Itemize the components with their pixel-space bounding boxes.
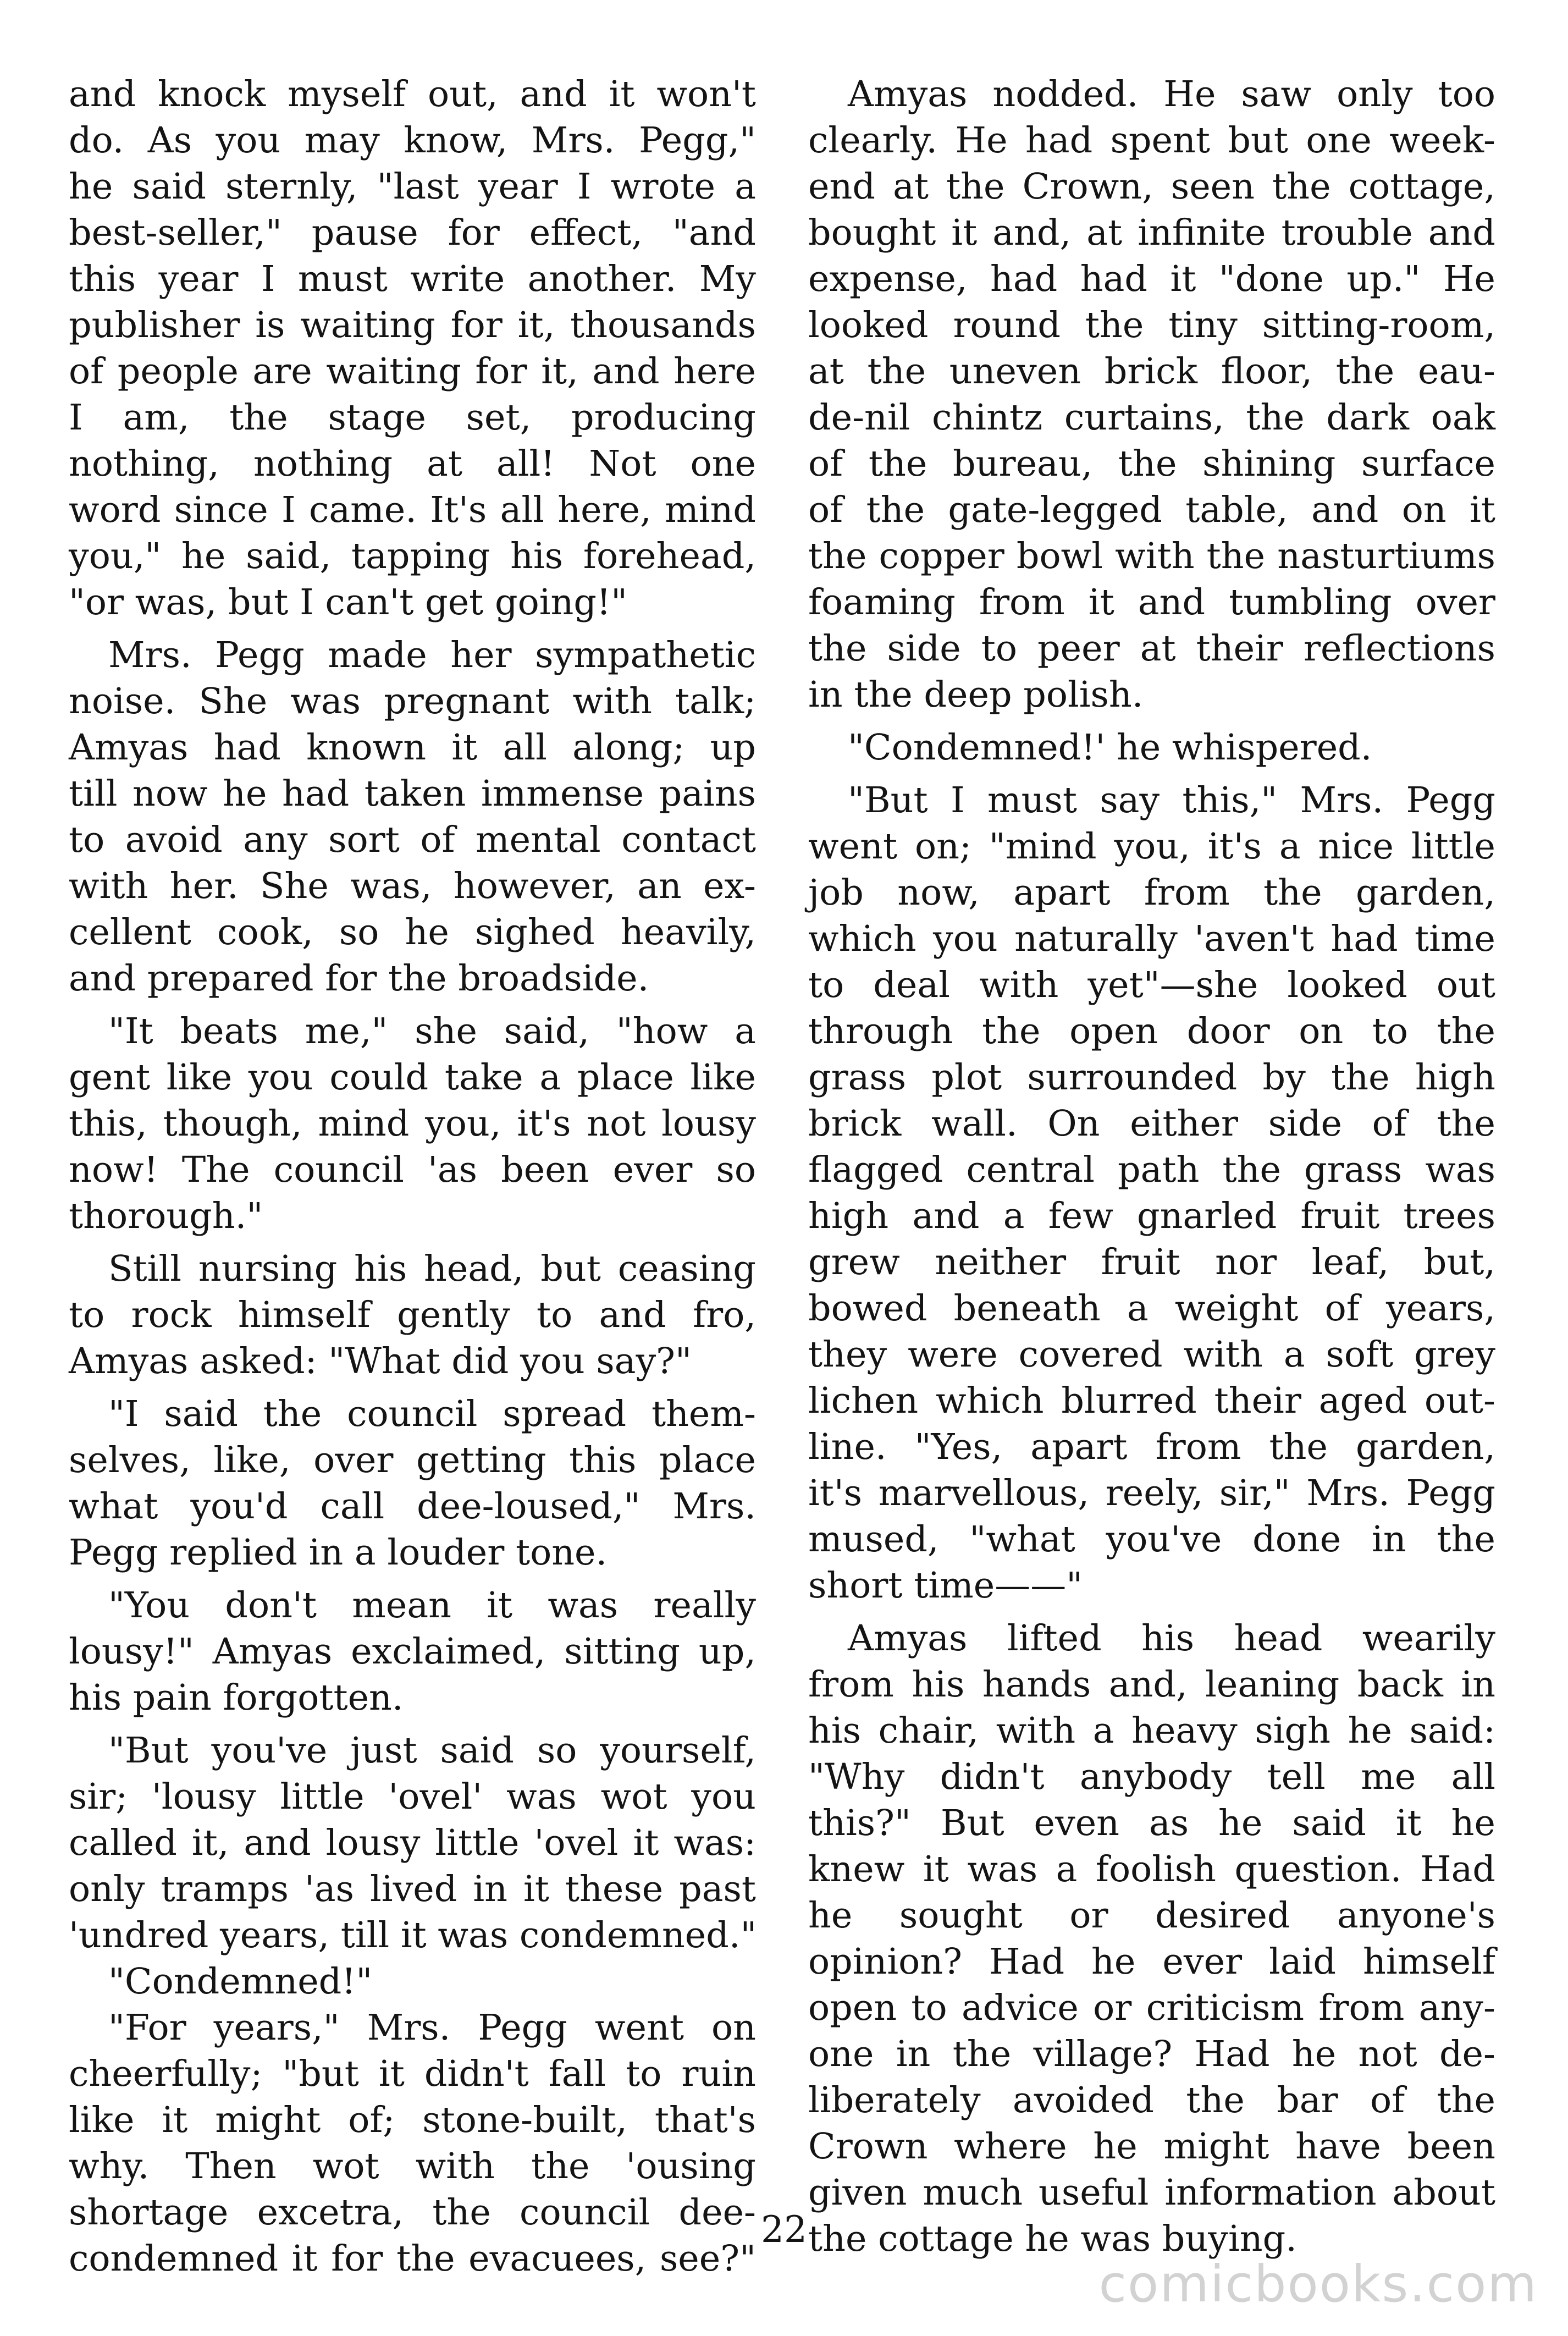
text-line: why. Then wot with the 'ousing — [69, 2146, 756, 2187]
text-line: foaming from it and tumbling over — [808, 582, 1495, 623]
text-line: Amyas lifted his head wearily — [848, 1618, 1495, 1659]
text-line: short time——" — [808, 1565, 1083, 1606]
text-line: from his hands and, leaning back in — [808, 1664, 1495, 1705]
paragraph-gap — [69, 626, 756, 632]
text-line: the copper bowl with the nasturtiums — [808, 536, 1495, 577]
text-line: lousy!" Amyas exclaimed, sitting up, — [69, 1631, 756, 1672]
paragraph-gap — [69, 1576, 756, 1583]
text-line: high and a few gnarled fruit trees — [808, 1195, 1495, 1237]
text-line: Still nursing his head, but ceasing — [108, 1248, 756, 1290]
text-line: "Condemned!' he whispered. — [848, 727, 1372, 768]
text-line: Amyas had known it all along; up — [69, 727, 756, 768]
text-line: shortage excetra, the council dee- — [69, 2192, 756, 2233]
text-line: called it, and lousy little 'ovel it was: — [69, 1822, 756, 1864]
text-line: mused, "what you've done in the — [808, 1519, 1495, 1560]
text-line: clearly. He had spent but one week- — [808, 120, 1495, 161]
text-line: sir; 'lousy little 'ovel' was wot you — [69, 1776, 756, 1817]
text-line: "Why didn't anybody tell me all — [808, 1756, 1495, 1798]
text-line: Amyas nodded. He saw only too — [848, 74, 1495, 115]
text-line: "Condemned!" — [108, 1961, 373, 2002]
paragraph-gap — [808, 718, 1495, 725]
text-line: given much useful information about — [808, 2172, 1495, 2213]
left-text-column — [69, 71, 756, 2282]
text-line: grew neither fruit nor leaf, but, — [808, 1242, 1495, 1283]
text-line: and knock myself out, and it won't — [69, 74, 756, 115]
text-line: open to advice or criticism from any- — [808, 1987, 1495, 2029]
text-line: cheerfully; "but it didn't fall to ruin — [69, 2053, 756, 2095]
text-line: went on; "mind you, it's a nice little — [808, 826, 1495, 867]
text-line: and prepared for the broadside. — [69, 958, 649, 999]
text-line: bowed beneath a weight of years, — [808, 1288, 1495, 1329]
text-line: job now, apart from the garden, — [808, 872, 1495, 913]
text-line: I am, the stage set, producing — [69, 397, 756, 438]
paragraph-gap — [69, 1002, 756, 1009]
text-line: line. "Yes, apart from the garden, — [808, 1426, 1495, 1468]
text-line: de-nil chintz curtains, the dark oak — [808, 397, 1495, 438]
text-line: nothing, nothing at all! Not one — [69, 443, 756, 484]
text-line: this?" But even as he said it he — [808, 1803, 1495, 1844]
text-line: do. As you may know, Mrs. Pegg," — [69, 120, 756, 161]
paragraph-gap — [69, 1239, 756, 1246]
text-line: to avoid any sort of mental contact — [69, 819, 756, 861]
text-line: he said sternly, "last year I wrote a — [69, 166, 756, 207]
text-line: Amyas asked: "What did you say?" — [69, 1341, 692, 1382]
text-line: best-seller," pause for effect, "and — [69, 212, 756, 254]
paragraph-gap — [69, 1721, 756, 1728]
text-line: lichen which blurred their aged out- — [808, 1380, 1495, 1422]
text-line: to deal with yet"—she looked out — [808, 965, 1495, 1006]
text-line: this, though, mind you, it's not lousy — [69, 1103, 756, 1144]
text-line: flagged central path the grass was — [808, 1149, 1495, 1191]
text-line: in the deep polish. — [808, 674, 1144, 715]
text-line: looked round the tiny sitting-room, — [808, 305, 1495, 346]
text-line: of people are waiting for it, and here — [69, 351, 756, 392]
text-line: brick wall. On either side of the — [808, 1103, 1495, 1144]
text-line: grass plot surrounded by the high — [808, 1057, 1495, 1098]
text-line: "It beats me," she said, "how a — [108, 1011, 756, 1052]
text-line: thorough." — [69, 1195, 263, 1237]
text-line: with her. She was, however, an ex- — [69, 866, 756, 907]
text-line: "But I must say this," Mrs. Pegg — [848, 780, 1495, 821]
text-line: knew it was a foolish question. Had — [808, 1849, 1495, 1890]
text-line: this year I must write another. My — [69, 258, 756, 300]
text-line: like it might of; stone-built, that's — [69, 2100, 756, 2141]
text-line: at the uneven brick floor, the eau- — [808, 351, 1495, 392]
watermark: comicbooks.com — [1098, 2255, 1538, 2313]
text-line: now! The council 'as been ever so — [69, 1149, 756, 1191]
text-line: the cottage he was buying. — [808, 2218, 1297, 2260]
text-line: word since I came. It's all here, mind — [69, 489, 756, 531]
text-line: Crown where he might have been — [808, 2126, 1495, 2167]
text-line: the side to peer at their reflections — [808, 628, 1495, 669]
text-line: bought it and, at infinite trouble and — [808, 212, 1495, 254]
text-line: to rock himself gently to and fro, — [69, 1294, 756, 1336]
text-line: Mrs. Pegg made her sympathetic — [108, 635, 756, 676]
text-line: "You don't mean it was really — [108, 1585, 756, 1626]
text-line: "But you've just said so yourself, — [108, 1730, 756, 1771]
paragraph-gap — [69, 1385, 756, 1391]
text-line: which you naturally 'aven't had time — [808, 918, 1495, 960]
text-line: condemned it for the evacuees, see?" — [69, 2238, 756, 2279]
text-line: of the bureau, the shining surface — [808, 443, 1495, 484]
text-line: 'undred years, till it was condemned." — [69, 1915, 757, 1956]
text-line: end at the Crown, seen the cottage, — [808, 166, 1495, 207]
text-line: Pegg replied in a louder tone. — [69, 1532, 608, 1573]
paragraph-gap — [808, 1609, 1495, 1616]
text-line: only tramps 'as lived in it these past — [69, 1869, 756, 1910]
text-line: of the gate-legged table, and on it — [808, 489, 1495, 531]
text-line: opinion? Had he ever laid himself — [808, 1941, 1495, 1982]
right-text-column — [808, 71, 1495, 2262]
text-line: "or was, but I can't get going!" — [69, 582, 627, 623]
text-line: what you'd call dee-loused," Mrs. — [69, 1486, 756, 1527]
text-line: expense, had had it "done up." He — [808, 258, 1495, 300]
text-line: publisher is waiting for it, thousands — [69, 305, 756, 346]
text-line: his chair, with a heavy sigh he said: — [808, 1710, 1495, 1751]
text-line: one in the village? Had he not de- — [808, 2034, 1495, 2075]
text-line: cellent cook, so he sighed heavily, — [69, 912, 756, 953]
text-line: till now he had taken immense pains — [69, 773, 756, 814]
text-line: you," he said, tapping his forehead, — [69, 536, 756, 577]
paragraph-gap — [808, 771, 1495, 778]
text-line: they were covered with a soft grey — [808, 1334, 1495, 1375]
text-line: gent like you could take a place like — [69, 1057, 756, 1098]
text-line: liberately avoided the bar of the — [808, 2080, 1495, 2121]
text-line: "For years," Mrs. Pegg went on — [108, 2007, 756, 2048]
text-line: through the open door on to the — [808, 1011, 1495, 1052]
text-line: noise. She was pregnant with talk; — [69, 681, 756, 722]
text-line: his pain forgotten. — [69, 1677, 404, 1718]
page-number: 22 — [761, 2208, 807, 2251]
text-line: he sought or desired anyone's — [808, 1895, 1495, 1936]
text-line: selves, like, over getting this place — [69, 1440, 756, 1481]
text-line: it's marvellous, reely, sir," Mrs. Pegg — [808, 1473, 1495, 1514]
text-line: "I said the council spread them- — [108, 1393, 756, 1435]
